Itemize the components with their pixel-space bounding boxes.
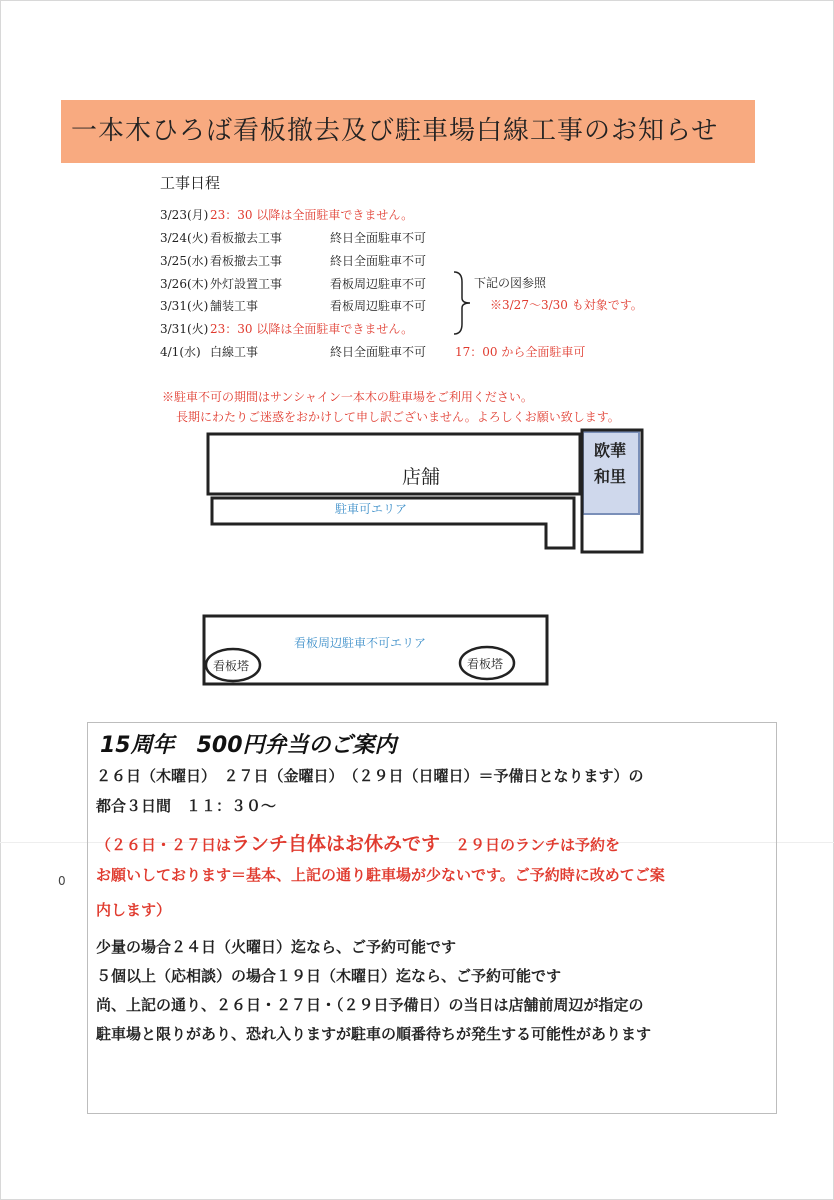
- reference-note: 下記の図参照: [474, 276, 547, 290]
- store-label: 店舗: [402, 466, 441, 488]
- schedule-date: 3/24(火): [160, 231, 209, 245]
- lunch-reservation-notice: お願いしております＝基本、上記の通り駐車場が少ないです。ご予約時に改めてご案: [96, 866, 665, 884]
- lunch-closure-notice: [96, 829, 620, 856]
- closure-emphasis: ランチ自体はお休みです: [231, 833, 441, 855]
- small-order-info: 少量の場合２４日（火曜日）迄なら、ご予約可能です: [96, 938, 457, 956]
- schedule-parking: 終日全面駐車不可: [330, 345, 427, 359]
- lunch-title: 15周年 500円弁当のご案内: [100, 733, 397, 758]
- schedule-parking: 看板周辺駐車不可: [330, 277, 427, 291]
- schedule-work: 23：30 以降は全面駐車できません。: [210, 208, 414, 222]
- schedule-date: 3/31(火): [160, 299, 209, 313]
- schedule-work: 舗装工事: [210, 299, 259, 313]
- reference-target-note: ※3/27～3/30 も対象です。: [490, 298, 643, 312]
- sign-tower-label: 看板塔: [213, 659, 250, 673]
- margin-mark: 0: [58, 874, 66, 888]
- apology-notice: 長期にわたりご迷惑をおかけして申し訳ございません。よろしくお願い致します。: [176, 410, 620, 424]
- parking-caution-end: 駐車場と限りがあり、恐れ入りますが駐車の順番待ちが発生する可能性があります: [96, 1025, 652, 1043]
- lunch-dates: ２６日（木曜日） ２７日（金曜日） （２９日（日曜日）＝予備日となります）の: [96, 767, 644, 785]
- closure-suffix: ２９日のランチは予約を: [440, 836, 621, 854]
- parking-ok-label: 駐車可エリア: [335, 502, 408, 516]
- restaurant-label: [588, 438, 632, 490]
- schedule-heading: 工事日程: [160, 174, 221, 192]
- page-title: 一本木ひろば看板撤去及び駐車場白線工事のお知らせ: [61, 100, 755, 163]
- schedule-work: 白線工事: [210, 345, 259, 359]
- schedule-work: 看板撤去工事: [210, 254, 283, 268]
- schedule-date: 3/25(水): [160, 254, 209, 268]
- schedule-work: 外灯設置工事: [210, 277, 283, 291]
- sign-tower-label: 看板塔: [467, 657, 504, 671]
- closure-prefix: （２６日・２７日は: [96, 836, 232, 854]
- schedule-work: 看板撤去工事: [210, 231, 283, 245]
- schedule-date: 3/26(木): [160, 277, 209, 291]
- lunch-period: 都合３日間 １１：３０～: [96, 797, 277, 815]
- parking-notice: ※駐車不可の期間はサンシャイン一本木の駐車場をご利用ください。: [162, 390, 533, 404]
- restaurant-label-line: 和里: [593, 467, 626, 486]
- large-order-info: ５個以上（応相談）の場合１９日（木曜日）迄なら、ご予約可能です: [96, 967, 562, 985]
- parking-caution: 尚、上記の通り、２６日・２７日・（２９日予備日）の当日は店舗前周辺が指定の: [96, 996, 644, 1014]
- schedule-parking: 終日全面駐車不可: [330, 231, 427, 245]
- schedule-date: 3/23(月): [160, 208, 209, 222]
- schedule-work: 23：30 以降は全面駐車できません。: [210, 322, 414, 336]
- restaurant-label-line: 欧華: [593, 441, 626, 460]
- store-building: [208, 434, 580, 494]
- schedule-parking: 看板周辺駐車不可: [330, 299, 427, 313]
- no-parking-label: 看板周辺駐車不可エリア: [294, 636, 427, 650]
- schedule-extra: 17：00 から全面駐車可: [455, 345, 586, 359]
- schedule-date: 3/31(火): [160, 322, 209, 336]
- lunch-reservation-notice-end: 内します）: [96, 901, 172, 919]
- schedule-date: 4/1(水): [160, 345, 201, 359]
- schedule-parking: 終日全面駐車不可: [330, 254, 427, 268]
